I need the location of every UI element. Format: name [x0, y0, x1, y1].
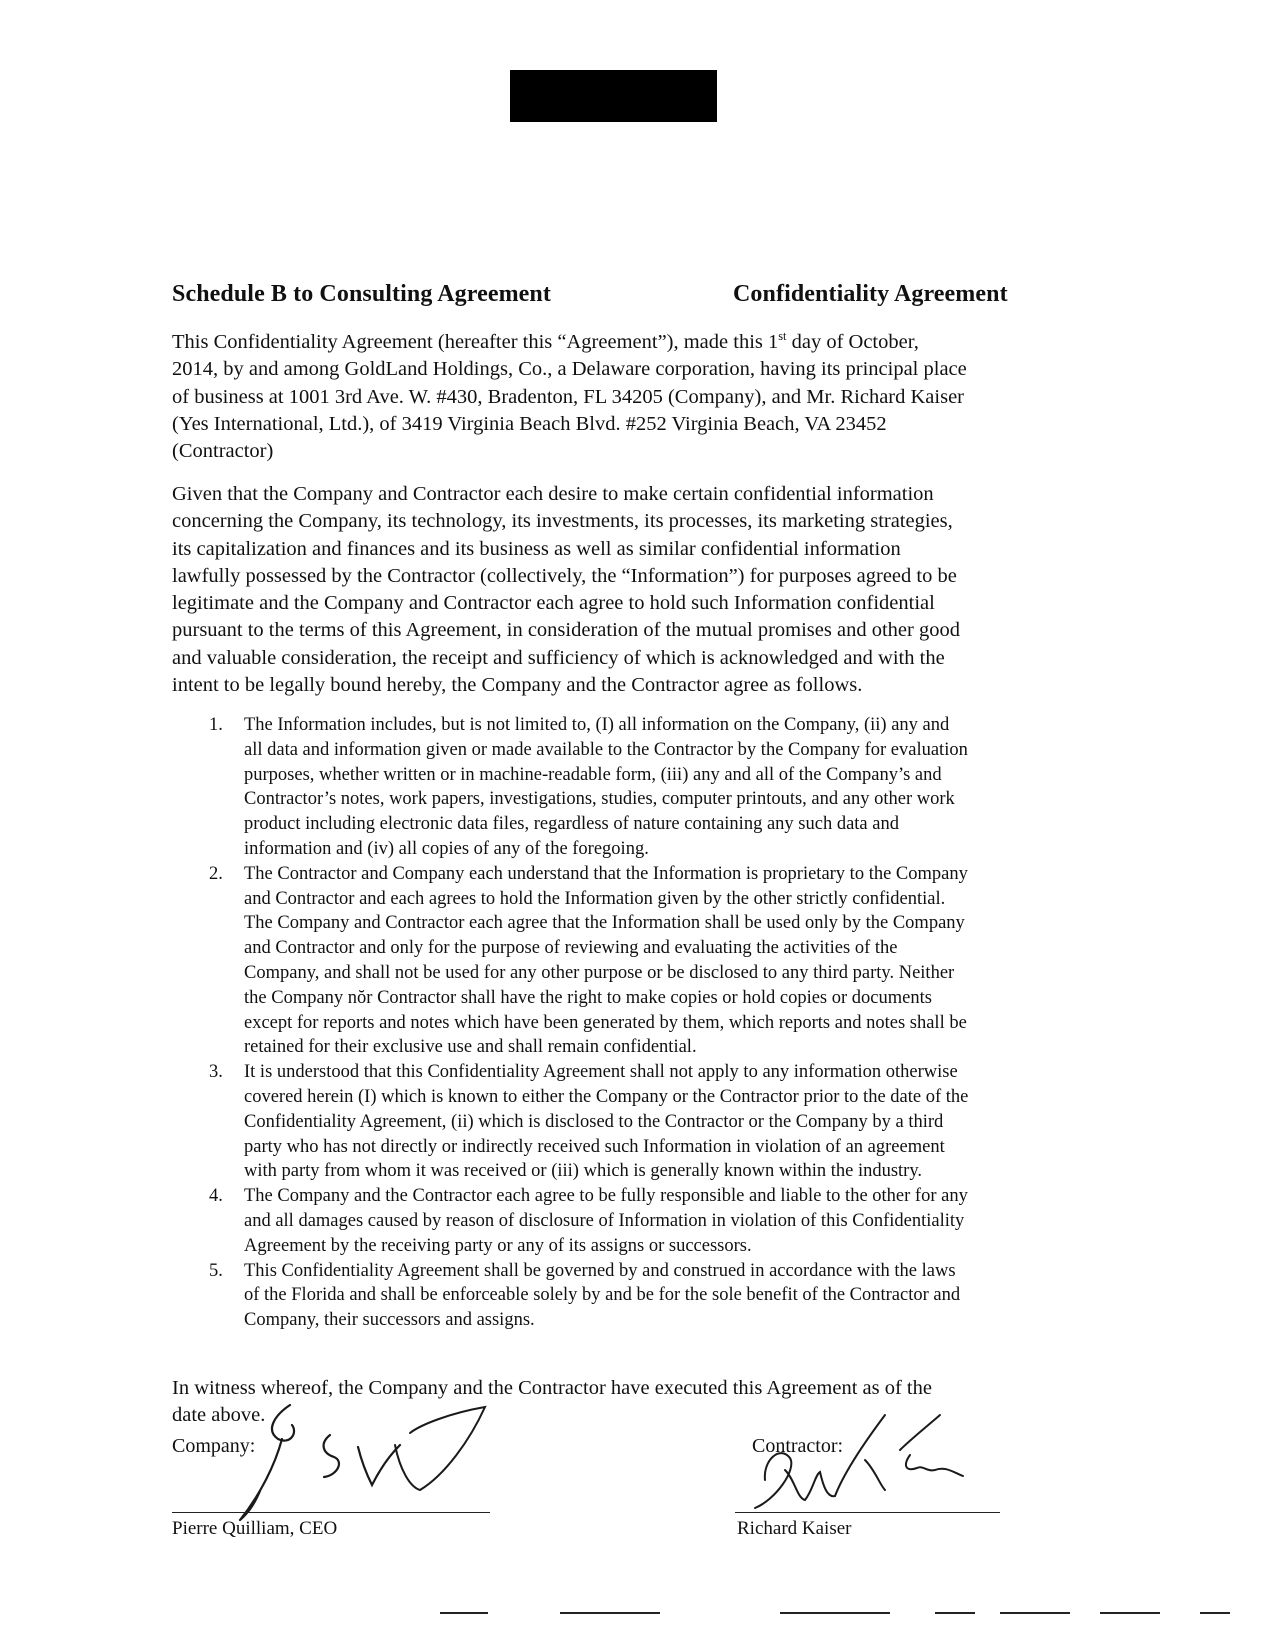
term-line: Company, and shall not be used for any other purpose or be disclosed to any third party. Neither — [244, 962, 955, 983]
ordinal-suffix: st — [778, 329, 787, 344]
term-line: all data and information given or made available to the Contractor by the Company for evaluation — [244, 739, 968, 760]
term-number: 1. — [209, 715, 223, 735]
term-line: It is understood that this Confidentiality Agreement shall not apply to any information otherwise — [244, 1062, 958, 1083]
terms-list — [205, 713, 1125, 1333]
recital-line: intent to be legally bound hereby, the Company and the Contractor agree as follows. — [172, 674, 863, 697]
scan-artifact — [440, 1612, 488, 1614]
recital-line: legitimate and the Company and Contractor each agree to hold such Information confidential — [172, 592, 935, 615]
term-line: Company, their successors and assigns. — [244, 1310, 535, 1331]
company-label: Company: — [172, 1435, 256, 1457]
term-number: 5. — [209, 1260, 223, 1281]
scan-artifact — [1100, 1612, 1160, 1614]
term-item-5 — [205, 1259, 1125, 1333]
term-line: This Confidentiality Agreement shall be governed by and construed in accordance with the laws — [244, 1260, 956, 1281]
recital-paragraph — [172, 481, 1122, 699]
term-number: 4. — [209, 1186, 223, 1207]
term-line: and Contractor and only for the purpose of reviewing and evaluating the activities of the — [244, 938, 898, 959]
term-line: covered herein (I) which is known to either the Company or the Contractor prior to the date of the — [244, 1086, 969, 1107]
term-line: except for reports and notes which have been generated by them, which reports and notes shall be — [244, 1012, 967, 1033]
scan-artifact — [560, 1612, 660, 1614]
term-line: The Company and the Contractor each agree to be fully responsible and liable to the other for any — [244, 1186, 968, 1207]
term-number: 3. — [209, 1062, 223, 1083]
recital-line: and valuable consideration, the receipt and sufficiency of which is acknowledged and with the — [172, 646, 945, 669]
recital-line: lawfully possessed by the Contractor (collectively, the “Information”) for purposes agreed to be — [172, 564, 957, 587]
company-signature-line — [172, 1512, 490, 1513]
term-line: with party from whom it was received or (iii) which is generally known within the industry. — [244, 1161, 923, 1182]
term-line: The Information includes, but is not limited to, (I) all information on the Company, (ii) any and — [244, 715, 950, 735]
contractor-signature — [735, 1410, 995, 1520]
contractor-signature-line — [735, 1512, 1000, 1513]
company-signer-name: Pierre Quilliam, CEO — [172, 1518, 338, 1539]
term-line: the Company nŏr Contractor shall have the right to make copies or hold copies or documents — [244, 987, 932, 1008]
term-line: and Contractor and each agrees to hold the Information given by the other strictly confidential. — [244, 888, 946, 909]
intro-line: 2014, by and among GoldLand Holdings, Co., a Delaware corporation, having its principal place — [172, 358, 967, 381]
term-item-4 — [205, 1184, 1125, 1258]
witness-line: In witness whereof, the Company and the Contractor have executed this Agreement as of the — [172, 1377, 932, 1399]
intro-line: of business at 1001 3rd Ave. W. #430, Bradenton, FL 34205 (Company), and Mr. Richard Kaiser — [172, 385, 964, 408]
term-number: 2. — [209, 863, 223, 884]
term-item-3 — [205, 1060, 1125, 1184]
term-line: and all damages caused by reason of disclosure of Information in violation of this Confidentiality — [244, 1210, 965, 1231]
intro-line: (Contractor) — [172, 440, 274, 463]
term-line: retained for their exclusive use and shall remain confidential. — [244, 1037, 697, 1058]
witness-line: date above. — [172, 1404, 266, 1427]
schedule-heading: Schedule B to Consulting Agreement — [172, 281, 551, 307]
agreement-title: Confidentiality Agreement — [733, 281, 1008, 307]
contractor-label: Contractor: — [752, 1435, 844, 1457]
term-item-1 — [205, 713, 1125, 862]
redaction-block — [510, 70, 717, 122]
term-line: of the Florida and shall be enforceable solely by and be for the sole benefit of the Contractor and — [244, 1285, 961, 1306]
scan-artifact — [1000, 1612, 1070, 1614]
contractor-signer-name: Richard Kaiser — [737, 1518, 852, 1539]
term-line: party who has not directly or indirectly received such Information in violation of an agreement — [244, 1136, 945, 1157]
term-line: Contractor’s notes, work papers, investigations, studies, computer printouts, and any other work — [244, 789, 955, 810]
recital-line: Given that the Company and Contractor each desire to make certain confidential information — [172, 483, 934, 505]
term-line: purposes, whether written or in machine-readable form, (iii) any and all of the Company’s and — [244, 764, 942, 785]
intro-line: (Yes International, Ltd.), of 3419 Virginia Beach Blvd. #252 Virginia Beach, VA 23452 — [172, 412, 887, 435]
term-line: The Contractor and Company each understand that the Information is proprietary to the Company — [244, 863, 968, 884]
intro-paragraph — [172, 329, 1122, 465]
recital-line: concerning the Company, its technology, its investments, its processes, its marketing strategies, — [172, 510, 953, 533]
scan-artifact — [1200, 1612, 1230, 1614]
recital-line: its capitalization and finances and its business as well as similar confidential information — [172, 537, 901, 560]
company-signature — [220, 1395, 540, 1525]
term-line: The Company and Contractor each agree that the Information shall be used only by the Company — [244, 913, 965, 934]
term-line: Confidentiality Agreement, (ii) which is disclosed to the Contractor or the Company by a third — [244, 1111, 944, 1132]
term-line: Agreement by the receiving party or any of its assigns or successors. — [244, 1235, 752, 1256]
term-line: product including electronic data files, regardless of nature containing any such data and — [244, 814, 899, 835]
scan-artifact — [935, 1612, 975, 1614]
recital-line: pursuant to the terms of this Agreement, in consideration of the mutual promises and other good — [172, 619, 960, 642]
scan-artifact — [780, 1612, 890, 1614]
term-item-2 — [205, 862, 1125, 1060]
term-line: information and (iv) all copies of any of the foregoing. — [244, 838, 649, 859]
intro-line: This Confidentiality Agreement (hereafter this “Agreement”), made this 1st day of October, — [172, 329, 919, 353]
